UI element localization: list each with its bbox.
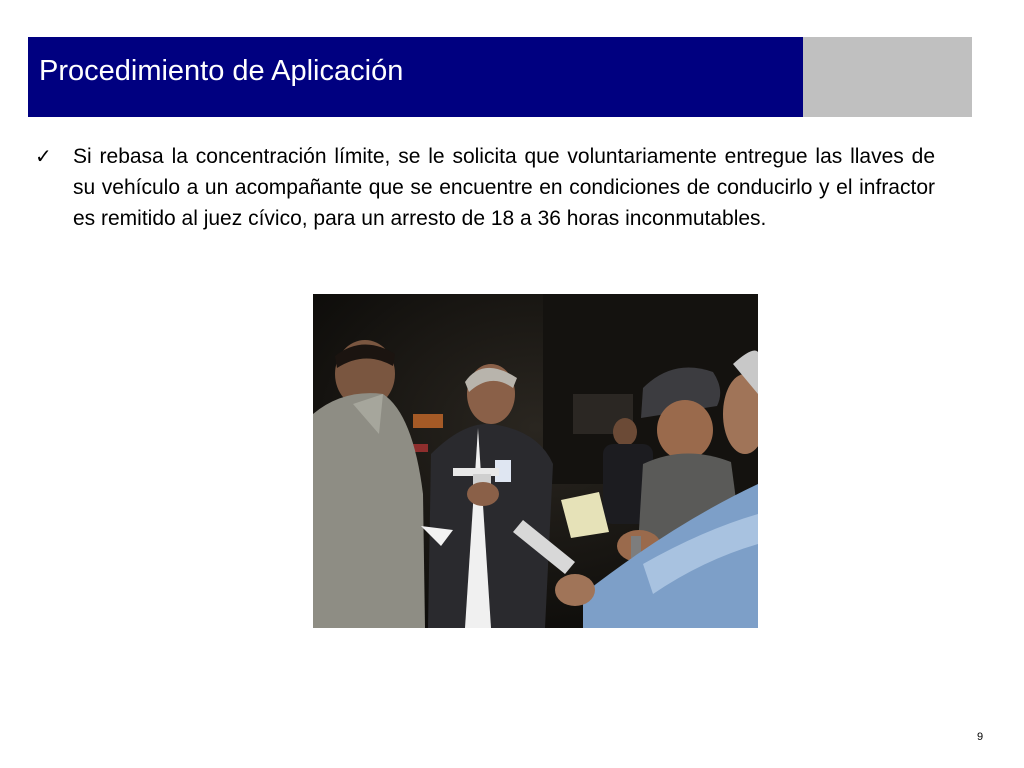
- title-accent-block: [803, 37, 972, 117]
- checkmark-icon: ✓: [35, 144, 52, 168]
- breathalyzer-checkpoint-photo: [313, 294, 758, 628]
- title-bar: [28, 37, 803, 117]
- bullet-text: Si rebasa la concentración límite, se le solicita que voluntariamente entregue las llaves de su vehículo a un acompañante que se encuentre en condiciones de conducirlo y el infractor es remitido al juez cívico, para un arresto de 18 a 36 horas inconmutables.: [73, 145, 935, 230]
- page-number: 9: [976, 731, 984, 743]
- slide-title: Procedimiento de Aplicación: [39, 55, 404, 87]
